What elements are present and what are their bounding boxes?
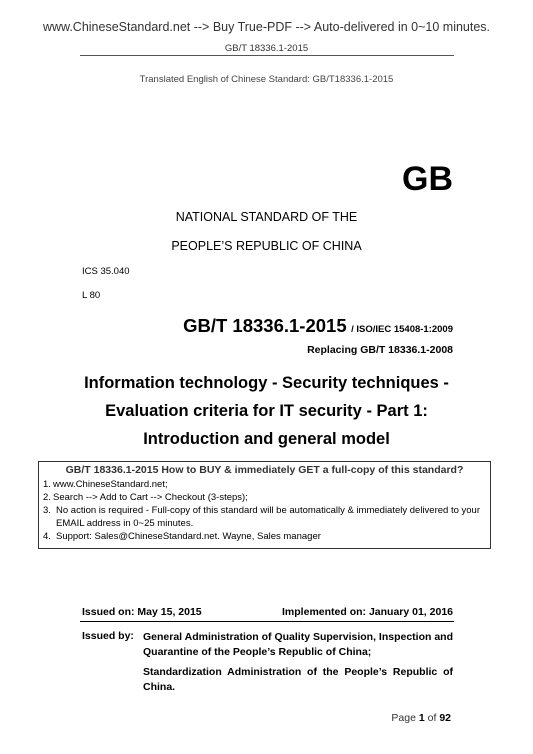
page-current: 1 <box>418 712 425 724</box>
buy-item-number: 1. <box>43 479 51 490</box>
buy-item <box>43 504 486 530</box>
title-line-1: Information technology - Security techniques - <box>84 374 449 392</box>
buy-item <box>43 530 486 543</box>
national-standard-line-2: PEOPLE’S REPUBLIC OF CHINA <box>171 239 362 253</box>
buy-instructions-box <box>38 461 491 549</box>
issued-on-date: Issued on: May 15, 2015 <box>82 606 202 618</box>
issuer-1: General Administration of Quality Supervision, Inspection and Quarantine of the People’s Republic of China; <box>143 631 453 658</box>
ics-code: ICS 35.040 <box>82 266 130 277</box>
header-code: GB/T 18336.1-2015 <box>224 43 309 54</box>
replacing-standard: Replacing GB/T 18336.1-2008 <box>307 344 453 356</box>
buy-item-text[interactable]: www.ChineseStandard.net; <box>53 479 168 490</box>
issued-by-label: Issued by: <box>82 630 134 642</box>
buy-item-text[interactable]: Support: Sales@ChineseStandard.net. Wayne, Sales manager <box>56 531 321 542</box>
buy-item <box>43 491 486 504</box>
issue-date-divider <box>80 621 454 622</box>
buy-item-number: 4. <box>43 531 51 542</box>
title-line-3: Introduction and general model <box>143 430 390 448</box>
standard-number-line <box>183 315 453 337</box>
page-total: 92 <box>439 712 451 724</box>
implemented-on-date: Implemented on: January 01, 2016 <box>282 606 453 618</box>
standard-number: GB/T 18336.1-2015 <box>183 315 347 336</box>
top-banner[interactable]: www.ChineseStandard.net --> Buy True-PDF --> Auto-delivered in 0~10 minutes. <box>42 20 491 34</box>
ccs-code: L 80 <box>82 290 101 301</box>
gb-mark: GB <box>402 160 453 198</box>
buy-item-text: Search --> Add to Cart --> Checkout (3-steps); <box>53 492 248 503</box>
buy-heading: GB/T 18336.1-2015 How to BUY & immediately GET a full-copy of this standard? <box>65 464 464 476</box>
header-divider <box>80 55 454 56</box>
buy-item-number: 3. <box>43 505 51 516</box>
iso-equivalent: / ISO/IEC 15408-1:2009 <box>351 324 453 335</box>
page-of: of <box>427 712 437 724</box>
page-prefix: Page <box>391 712 416 724</box>
buy-item-number: 2. <box>43 492 51 503</box>
national-standard-line-1: NATIONAL STANDARD OF THE <box>175 210 358 224</box>
page-number <box>391 712 451 724</box>
issuer-2: Standardization Administration of the People’s Republic of China. <box>143 666 453 693</box>
buy-item-text: No action is required - Full-copy of this standard will be automatically & immediately delivered to your EMAIL address in 0~25 minutes. <box>56 505 480 529</box>
buy-item <box>43 478 486 491</box>
translated-line: Translated English of Chinese Standard: GB/T18336.1-2015 <box>139 74 394 85</box>
title-line-2: Evaluation criteria for IT security - Part 1: <box>105 402 428 420</box>
